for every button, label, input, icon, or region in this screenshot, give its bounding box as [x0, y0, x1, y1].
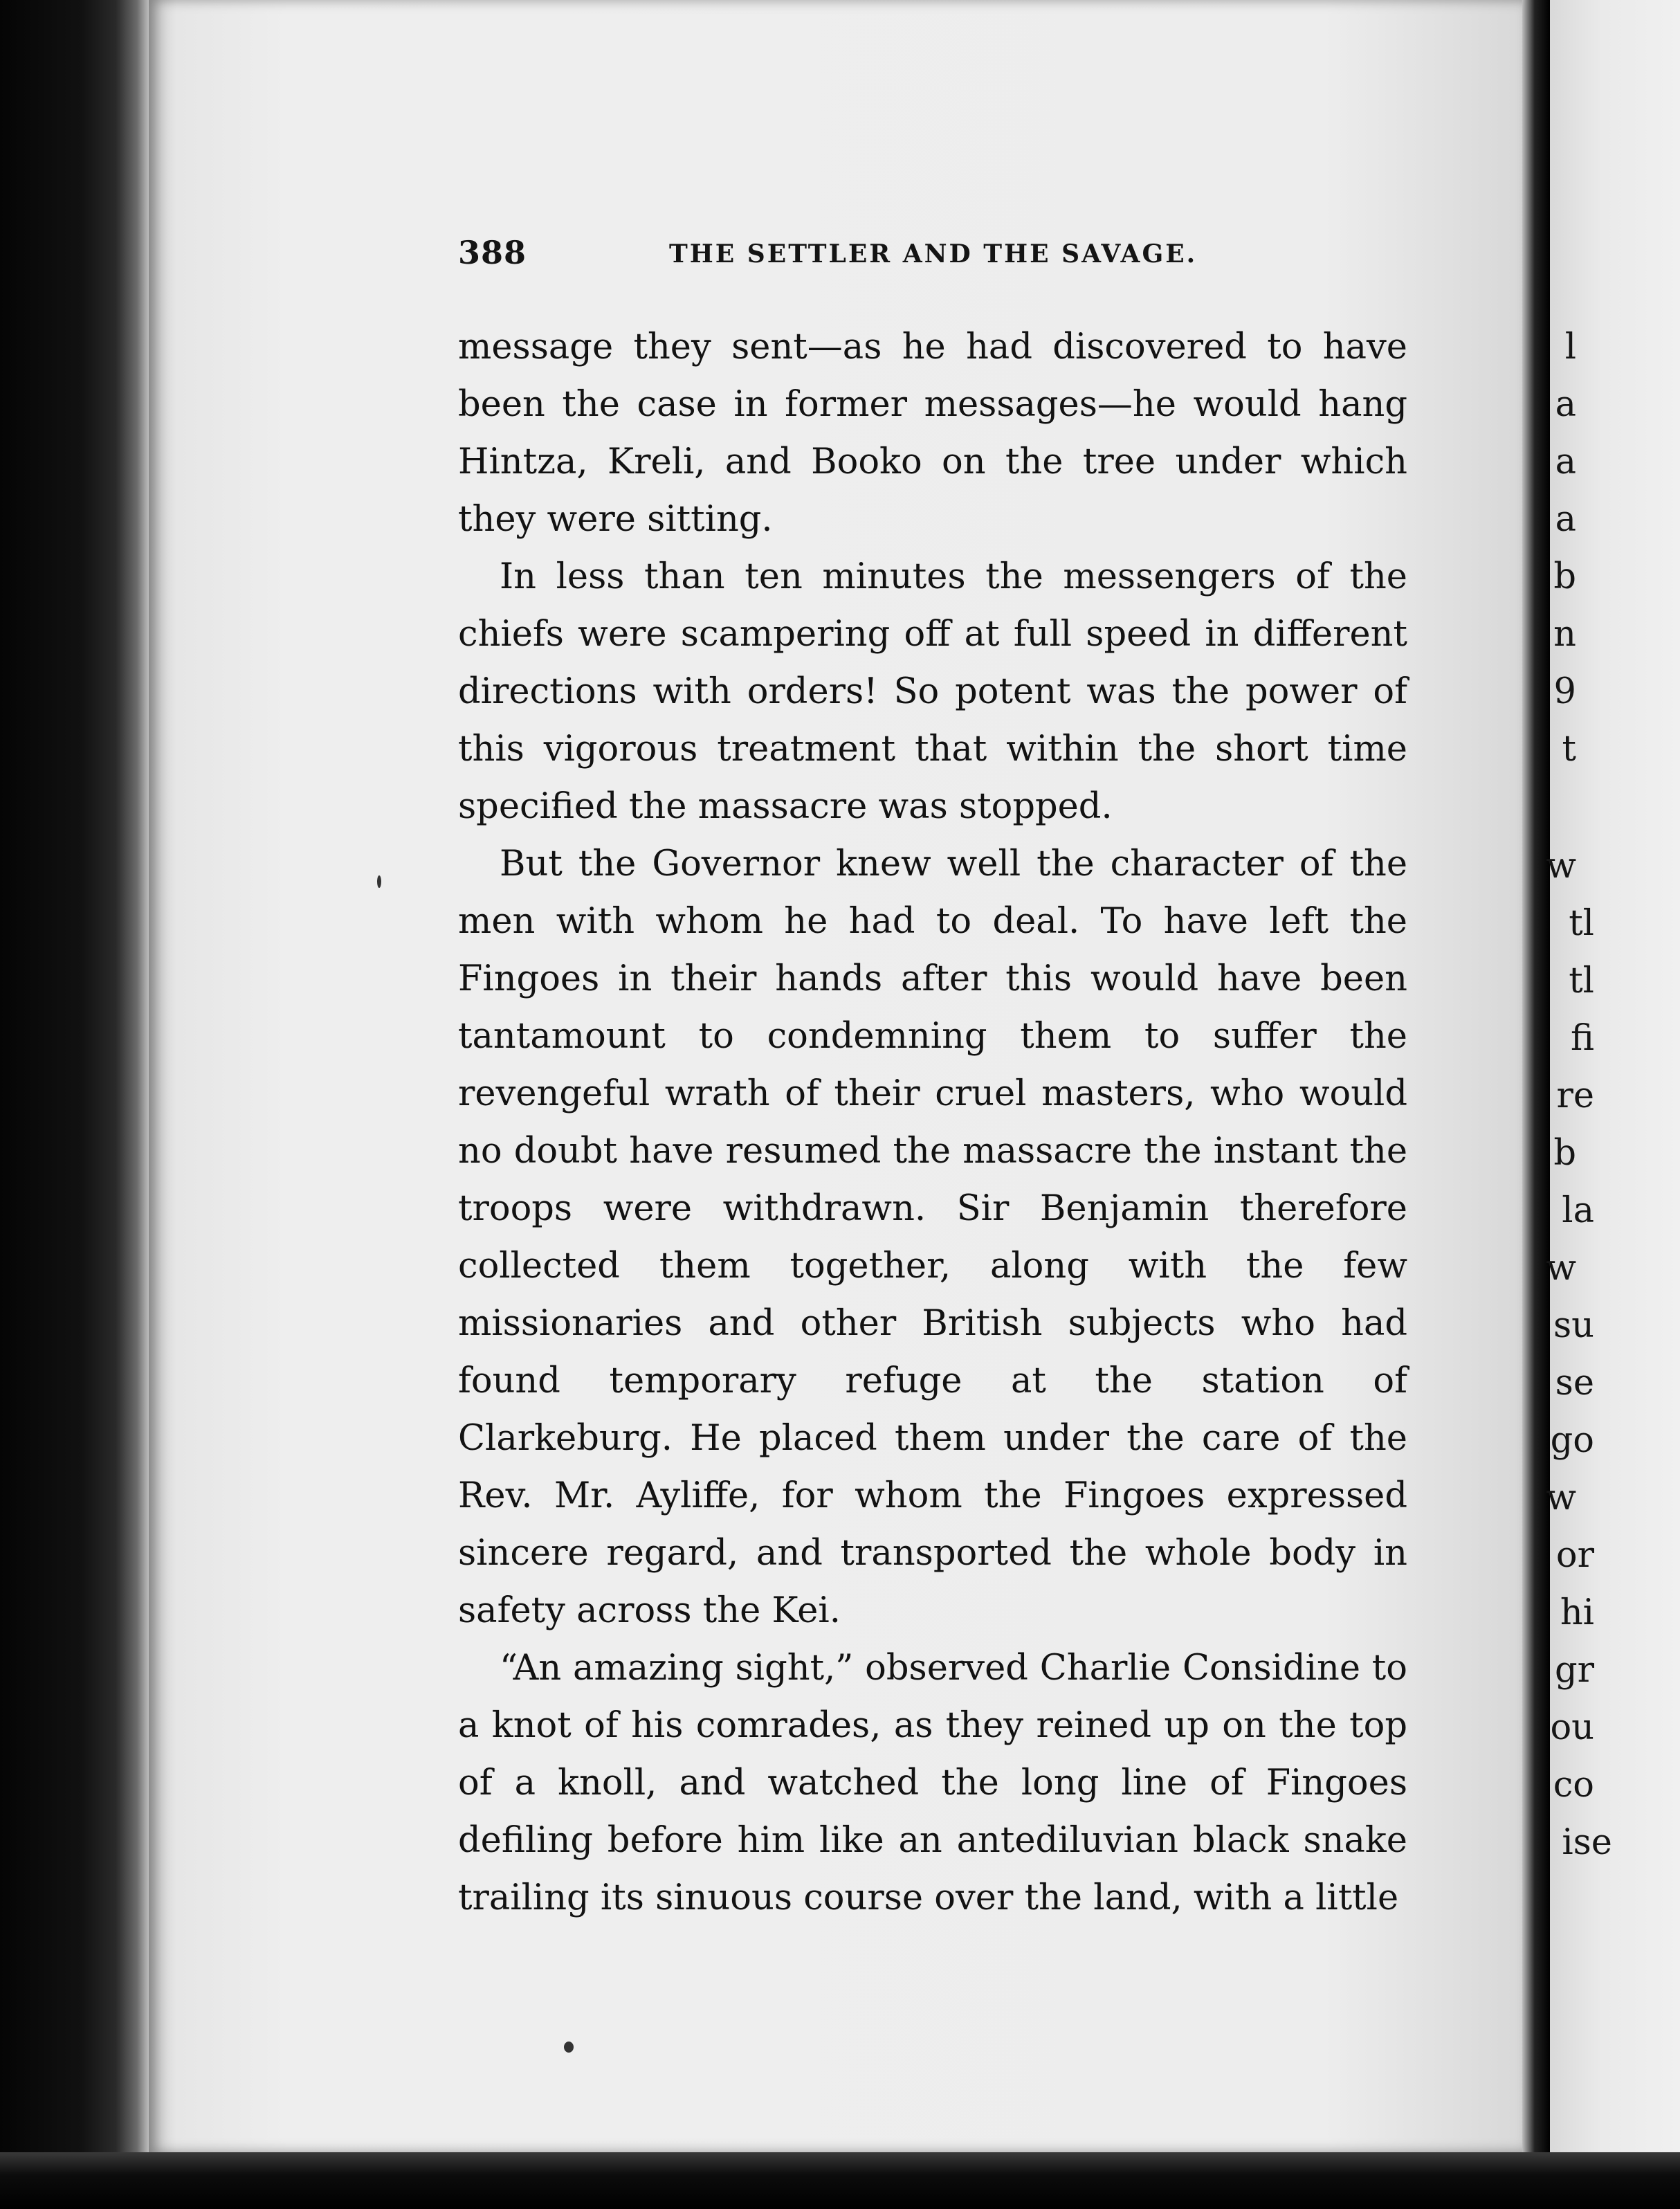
adjacent-page-fragment: b — [1553, 1133, 1576, 1174]
adjacent-page-fragment: co — [1553, 1765, 1594, 1806]
body-text — [458, 318, 1407, 1927]
adjacent-page-fragment: ise — [1562, 1822, 1612, 1863]
paragraph: But the Governor knew well the character of the men with whom he had to deal. To have left the Fingoes in their hands after this would have been tantamount to condemning them to suffer the revengeful wrath of their cruel masters, who would no doubt have resumed the massacre the instant the troops were withdrawn. Sir Benjamin therefore collected them together, along with the few missionaries and other British subjects who had found temporary refuge at the station of Clarkeburg. He placed them under the care of the Rev. Mr. Ayliffe, for whom the Fingoes expressed sincere regard, and transported the whole body in safety across the Kei. — [458, 844, 1407, 1631]
adjacent-page-fragment: fi — [1570, 1018, 1594, 1059]
scan-bottom-edge — [0, 2152, 1680, 2209]
adjacent-page-fragment: a — [1555, 442, 1576, 482]
paragraph: In less than ten minutes the messengers of the chiefs were scampering off at full speed in different directions with orders! So potent was the power of this vigorous treatment that within the short time specified the massacre was stopped. — [458, 556, 1407, 827]
adjacent-page-fragment: go — [1550, 1420, 1594, 1461]
adjacent-page-fragment: t — [1562, 729, 1576, 770]
page-number: 388 — [458, 234, 527, 271]
ink-speck — [564, 2042, 574, 2053]
paragraph: “An amazing sight,” observed Charlie Considine to a knot of his comrades, as they reined up on the top of a knoll, and watched the long line of Fingoes defiling before him like an antediluvian black snake trailing its sinuous course over the land, with a little — [458, 1648, 1407, 1918]
adjacent-page-fragment: hi — [1560, 1592, 1594, 1633]
adjacent-page-edge — [1546, 0, 1680, 2152]
adjacent-page-fragment: tl — [1569, 961, 1594, 1001]
adjacent-page-fragment: a — [1555, 499, 1576, 540]
adjacent-page-fragment: re — [1556, 1075, 1594, 1116]
page-header — [458, 234, 1407, 282]
adjacent-page-fragment: la — [1562, 1190, 1594, 1231]
adjacent-page-fragment: w — [1546, 1248, 1576, 1289]
book-spine-shadow — [0, 0, 149, 2209]
adjacent-page-fragment: gr — [1554, 1650, 1594, 1691]
adjacent-page-fragment: l — [1564, 327, 1576, 367]
adjacent-page-fragment: 9 — [1553, 671, 1576, 712]
ink-speck — [377, 875, 381, 888]
running-head: THE SETTLER AND THE SAVAGE. — [669, 239, 1198, 269]
paragraph: message they sent—as he had discovered to have been the case in former messages—he would hang Hintza, Kreli, and Booko on the tree under which they were sitting. — [458, 327, 1407, 540]
adjacent-page-fragment: w — [1546, 846, 1576, 887]
adjacent-page-fragment: n — [1553, 614, 1576, 655]
adjacent-page-fragment: or — [1555, 1535, 1594, 1576]
adjacent-page-fragment: se — [1555, 1363, 1594, 1403]
adjacent-page-fragment: ou — [1550, 1707, 1594, 1748]
adjacent-page-fragment: su — [1553, 1305, 1594, 1346]
adjacent-page-fragment: a — [1555, 384, 1576, 425]
adjacent-page-fragment: w — [1546, 1478, 1576, 1518]
page-gutter-edge — [1522, 0, 1550, 2152]
adjacent-page-fragment: tl — [1569, 903, 1594, 944]
adjacent-page-fragment: b — [1553, 556, 1576, 597]
